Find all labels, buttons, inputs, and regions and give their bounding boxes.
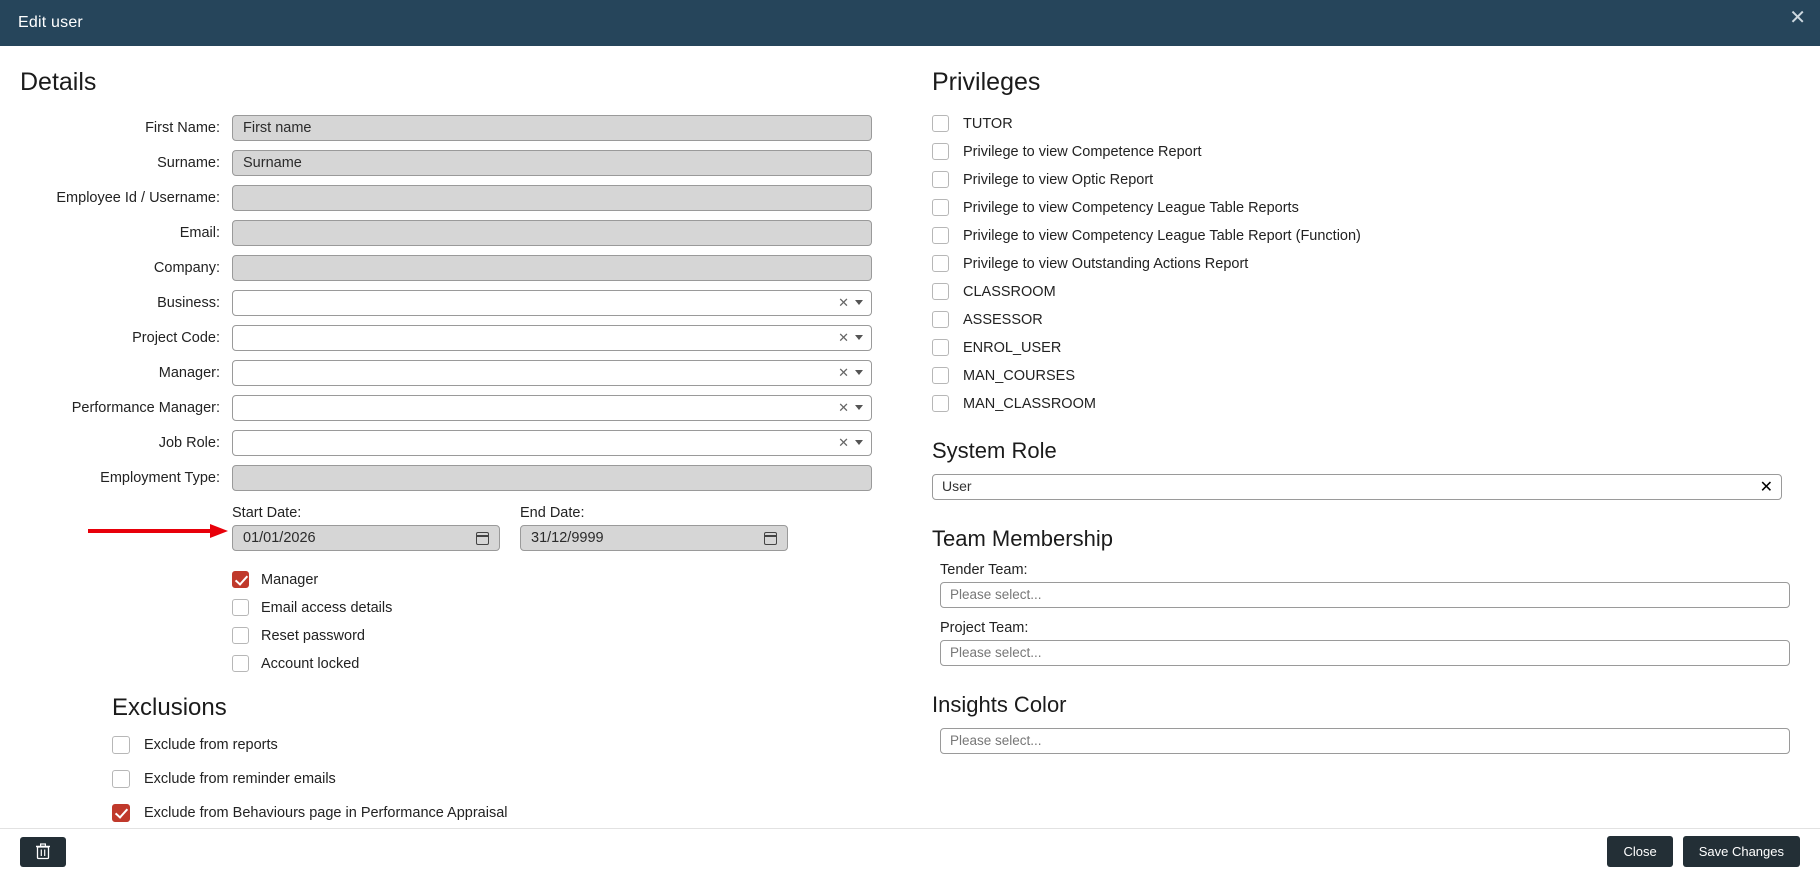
footer-actions: [1607, 836, 1800, 867]
privilege-checkbox-classroom[interactable]: [932, 283, 949, 300]
details-heading: Details: [20, 68, 97, 96]
employee-id-label: Employee Id / Username:: [56, 190, 220, 206]
chevron-down-icon: [855, 405, 863, 410]
account-locked-checkbox-row[interactable]: [232, 655, 884, 672]
privilege-label-tutor: TUTOR: [963, 115, 1013, 132]
exclude-reminder-emails-label: Exclude from reminder emails: [144, 771, 336, 787]
surname-label: Surname:: [157, 155, 220, 171]
privilege-label-outstanding-actions: Privilege to view Outstanding Actions Report: [963, 255, 1249, 272]
project-code-label: Project Code:: [132, 330, 220, 346]
account-locked-checkbox[interactable]: [232, 655, 249, 672]
system-role-select[interactable]: [932, 474, 1782, 500]
manager-checkbox-label: Manager: [261, 571, 319, 588]
form-row-business: [20, 290, 884, 316]
clear-icon[interactable]: ✕: [838, 330, 849, 345]
employment-type-label: Employment Type:: [100, 470, 220, 486]
form-row-first-name: [20, 115, 884, 141]
chevron-down-icon: [855, 370, 863, 375]
form-row-job-role: [20, 430, 884, 456]
company-label: Company:: [153, 260, 220, 276]
privilege-label-league-table-reports: Privilege to view Competency League Table Reports: [963, 199, 1299, 216]
clear-icon[interactable]: ✕: [1759, 479, 1773, 496]
end-date-value: 31/12/9999: [531, 530, 604, 546]
modal-titlebar: [0, 0, 1820, 46]
privilege-label-assessor: ASSESSOR: [963, 311, 1043, 328]
manager-label: Manager:: [158, 365, 220, 381]
date-range-group: [232, 505, 884, 551]
start-date-value: 01/01/2026: [243, 530, 316, 546]
email-access-checkbox[interactable]: [232, 599, 249, 616]
system-role-heading: System Role: [932, 438, 1057, 463]
privilege-checkbox-optic-report[interactable]: [932, 171, 949, 188]
modal-title: Edit user: [18, 14, 83, 31]
first-name-input[interactable]: First name: [232, 115, 872, 141]
team-membership-heading: Team Membership: [932, 526, 1113, 551]
privilege-row-league-table-reports[interactable]: [932, 199, 1790, 216]
end-date-label: End Date:: [520, 505, 585, 521]
project-team-placeholder: Please select...: [950, 645, 1042, 660]
form-row-project-code: [20, 325, 884, 351]
project-code-select[interactable]: [232, 325, 872, 351]
privilege-row-tutor[interactable]: [932, 115, 1790, 132]
employee-id-input[interactable]: [232, 185, 872, 211]
reset-password-checkbox[interactable]: [232, 627, 249, 644]
privilege-checkbox-assessor[interactable]: [932, 311, 949, 328]
privilege-row-man-courses[interactable]: [932, 367, 1790, 384]
form-row-performance-manager: [20, 395, 884, 421]
performance-manager-select[interactable]: [232, 395, 872, 421]
privilege-label-competence-report: Privilege to view Competence Report: [963, 143, 1202, 160]
clear-icon[interactable]: ✕: [838, 400, 849, 415]
privilege-checkbox-league-table-function[interactable]: [932, 227, 949, 244]
clear-icon[interactable]: ✕: [838, 365, 849, 380]
reset-password-checkbox-row[interactable]: [232, 627, 884, 644]
job-role-label: Job Role:: [158, 435, 220, 451]
privilege-label-league-table-function: Privilege to view Competency League Table Report (Function): [963, 227, 1361, 244]
trash-icon: [35, 843, 51, 860]
calendar-icon[interactable]: [476, 532, 489, 545]
exclude-behaviours-label: Exclude from Behaviours page in Performance Appraisal: [144, 805, 508, 821]
business-select[interactable]: [232, 290, 872, 316]
privilege-row-league-table-function[interactable]: [932, 227, 1790, 244]
privilege-label-classroom: CLASSROOM: [963, 283, 1056, 300]
privilege-row-man-classroom[interactable]: [932, 395, 1790, 412]
exclusions-heading: Exclusions: [112, 694, 227, 721]
email-access-checkbox-row[interactable]: [232, 599, 884, 616]
privilege-row-assessor[interactable]: [932, 311, 1790, 328]
insights-color-select[interactable]: [940, 728, 1790, 754]
privilege-row-optic-report[interactable]: [932, 171, 1790, 188]
manager-checkbox-row[interactable]: [232, 571, 884, 588]
project-team-label: Project Team:: [940, 620, 1029, 636]
modal-body: [0, 46, 1820, 828]
clear-icon[interactable]: ✕: [838, 435, 849, 450]
privilege-checkbox-man-courses[interactable]: [932, 367, 949, 384]
privilege-label-man-courses: MAN_COURSES: [963, 367, 1075, 384]
annotation-arrow: [88, 524, 228, 538]
form-row-email: [20, 220, 884, 246]
privilege-checkbox-competence-report[interactable]: [932, 143, 949, 160]
insights-color-placeholder: Please select...: [950, 733, 1042, 748]
tender-team-select[interactable]: [940, 582, 1790, 608]
insights-color-heading: Insights Color: [932, 692, 1067, 717]
tender-team-group: [940, 562, 1790, 608]
first-name-label: First Name:: [145, 120, 220, 136]
form-row-employee-id: [20, 185, 884, 211]
performance-manager-label: Performance Manager:: [71, 400, 220, 416]
system-role-value: User: [942, 478, 972, 494]
start-date-group: [232, 505, 500, 551]
start-date-label: Start Date:: [232, 505, 302, 521]
close-icon[interactable]: ✕: [1789, 7, 1806, 29]
manager-checkbox[interactable]: [232, 571, 249, 588]
reset-password-checkbox-label: Reset password: [261, 627, 365, 644]
privileges-heading: Privileges: [932, 68, 1041, 96]
project-team-group: [940, 620, 1790, 666]
start-date-input[interactable]: [232, 525, 500, 551]
business-label: Business:: [157, 295, 220, 311]
surname-input[interactable]: Surname: [232, 150, 872, 176]
calendar-icon[interactable]: [764, 532, 777, 545]
privilege-checkbox-league-table-reports[interactable]: [932, 199, 949, 216]
exclude-reports-row[interactable]: [112, 736, 884, 754]
privilege-row-enrol-user[interactable]: [932, 339, 1790, 356]
details-checkbox-group: [20, 571, 884, 672]
close-button[interactable]: Close: [1607, 836, 1672, 867]
end-date-group: [520, 505, 788, 551]
company-input[interactable]: [232, 255, 872, 281]
tender-team-placeholder: Please select...: [950, 587, 1042, 602]
privilege-checkbox-outstanding-actions[interactable]: [932, 255, 949, 272]
form-row-manager: [20, 360, 884, 386]
tender-team-label: Tender Team:: [940, 562, 1028, 578]
details-column: [0, 46, 908, 828]
privilege-row-competence-report[interactable]: [932, 143, 1790, 160]
privilege-row-classroom[interactable]: [932, 283, 1790, 300]
exclude-reminder-emails-checkbox[interactable]: [112, 770, 130, 788]
form-row-employment-type: [20, 465, 884, 491]
privilege-label-optic-report: Privilege to view Optic Report: [963, 171, 1154, 188]
privilege-checkbox-enrol-user[interactable]: [932, 339, 949, 356]
manager-select[interactable]: [232, 360, 872, 386]
clear-icon[interactable]: ✕: [838, 295, 849, 310]
delete-user-button[interactable]: [20, 837, 66, 867]
privilege-label-man-classroom: MAN_CLASSROOM: [963, 395, 1096, 412]
chevron-down-icon: [855, 335, 863, 340]
privileges-column: [908, 46, 1820, 828]
end-date-input[interactable]: [520, 525, 788, 551]
save-changes-button[interactable]: Save Changes: [1683, 836, 1800, 867]
form-row-company: [20, 255, 884, 281]
email-label: Email:: [179, 225, 220, 241]
exclude-behaviours-checkbox[interactable]: [112, 804, 130, 822]
privilege-row-outstanding-actions[interactable]: [932, 255, 1790, 272]
privilege-label-enrol-user: ENROL_USER: [963, 339, 1062, 356]
chevron-down-icon: [855, 440, 863, 445]
project-team-select[interactable]: [940, 640, 1790, 666]
privilege-checkbox-man-classroom[interactable]: [932, 395, 949, 412]
employment-type-input[interactable]: [232, 465, 872, 491]
email-input[interactable]: [232, 220, 872, 246]
privilege-checkbox-tutor[interactable]: [932, 115, 949, 132]
exclude-reports-checkbox[interactable]: [112, 736, 130, 754]
email-access-checkbox-label: Email access details: [261, 599, 393, 616]
exclude-reports-label: Exclude from reports: [144, 737, 278, 753]
form-row-surname: [20, 150, 884, 176]
exclude-reminder-emails-row[interactable]: [112, 770, 884, 788]
modal-footer: [0, 828, 1820, 874]
job-role-select[interactable]: [232, 430, 872, 456]
account-locked-checkbox-label: Account locked: [261, 655, 360, 672]
chevron-down-icon: [855, 300, 863, 305]
exclude-behaviours-row[interactable]: [112, 804, 884, 822]
